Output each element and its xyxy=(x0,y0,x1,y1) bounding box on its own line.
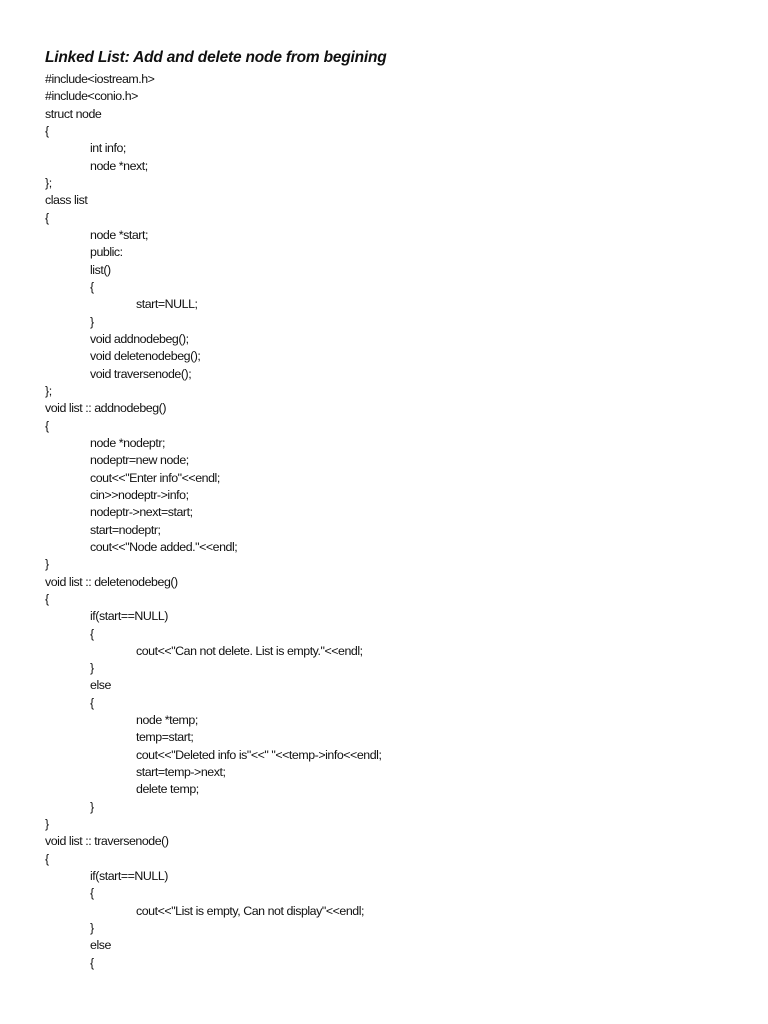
code-line: node *next; xyxy=(90,158,148,173)
code-line: void addnodebeg(); xyxy=(90,331,189,346)
code-line: node *temp; xyxy=(136,713,198,728)
code-line: void list :: deletenodebeg() xyxy=(45,574,178,589)
code-line: { xyxy=(45,418,49,433)
code-line: if(start==NULL) xyxy=(90,609,168,624)
code-line: { xyxy=(45,851,49,866)
code-line: }; xyxy=(45,383,52,398)
code-line: { xyxy=(90,955,94,970)
code-line: cout<<"Enter info"<<endl; xyxy=(90,470,220,485)
code-line: { xyxy=(90,886,94,901)
code-line: node *start; xyxy=(90,227,148,242)
code-line: list() xyxy=(90,262,111,277)
code-line: { xyxy=(90,695,94,710)
code-line: cout<<"Deleted info is"<<" "<<temp->info<<endl; xyxy=(136,747,382,762)
code-line: node *nodeptr; xyxy=(90,435,165,450)
code-line: { xyxy=(90,626,94,641)
code-line: struct node xyxy=(45,106,102,121)
code-line: nodeptr->next=start; xyxy=(90,505,193,520)
code-line: } xyxy=(90,314,94,329)
code-line: temp=start; xyxy=(136,730,194,745)
code-line: { xyxy=(45,591,49,606)
code-line: }; xyxy=(45,175,52,190)
code-line: } xyxy=(90,921,94,936)
code-line: else xyxy=(90,938,111,953)
code-block xyxy=(45,71,745,972)
code-line: else xyxy=(90,678,111,693)
code-line: } xyxy=(90,661,94,676)
document-page xyxy=(45,47,745,972)
code-line: cin>>nodeptr->info; xyxy=(90,487,189,502)
code-line: cout<<"Node added."<<endl; xyxy=(90,539,238,554)
code-line: void deletenodebeg(); xyxy=(90,349,201,364)
code-line: { xyxy=(45,123,49,138)
code-line: public: xyxy=(90,245,123,260)
code-line: void list :: traversenode() xyxy=(45,834,169,849)
code-line: nodeptr=new node; xyxy=(90,453,189,468)
code-line: void traversenode(); xyxy=(90,366,192,381)
code-line: class list xyxy=(45,193,88,208)
code-line: #include<conio.h> xyxy=(45,89,138,104)
code-line: cout<<"Can not delete. List is empty."<<endl; xyxy=(136,643,363,658)
code-line: start=nodeptr; xyxy=(90,522,161,537)
code-line: { xyxy=(90,279,94,294)
code-line: void list :: addnodebeg() xyxy=(45,401,166,416)
code-line: { xyxy=(45,210,49,225)
code-line: start=NULL; xyxy=(136,297,198,312)
code-line: delete temp; xyxy=(136,782,199,797)
code-line: } xyxy=(45,817,49,832)
code-line: } xyxy=(45,557,49,572)
code-line: cout<<"List is empty, Can not display"<<endl; xyxy=(136,903,365,918)
code-line: if(start==NULL) xyxy=(90,869,168,884)
page-title: Linked List: Add and delete node from begining xyxy=(45,49,387,66)
code-line: #include<iostream.h> xyxy=(45,72,155,86)
code-line: } xyxy=(90,799,94,814)
code-line: start=temp->next; xyxy=(136,765,226,780)
code-line: int info; xyxy=(90,141,126,156)
